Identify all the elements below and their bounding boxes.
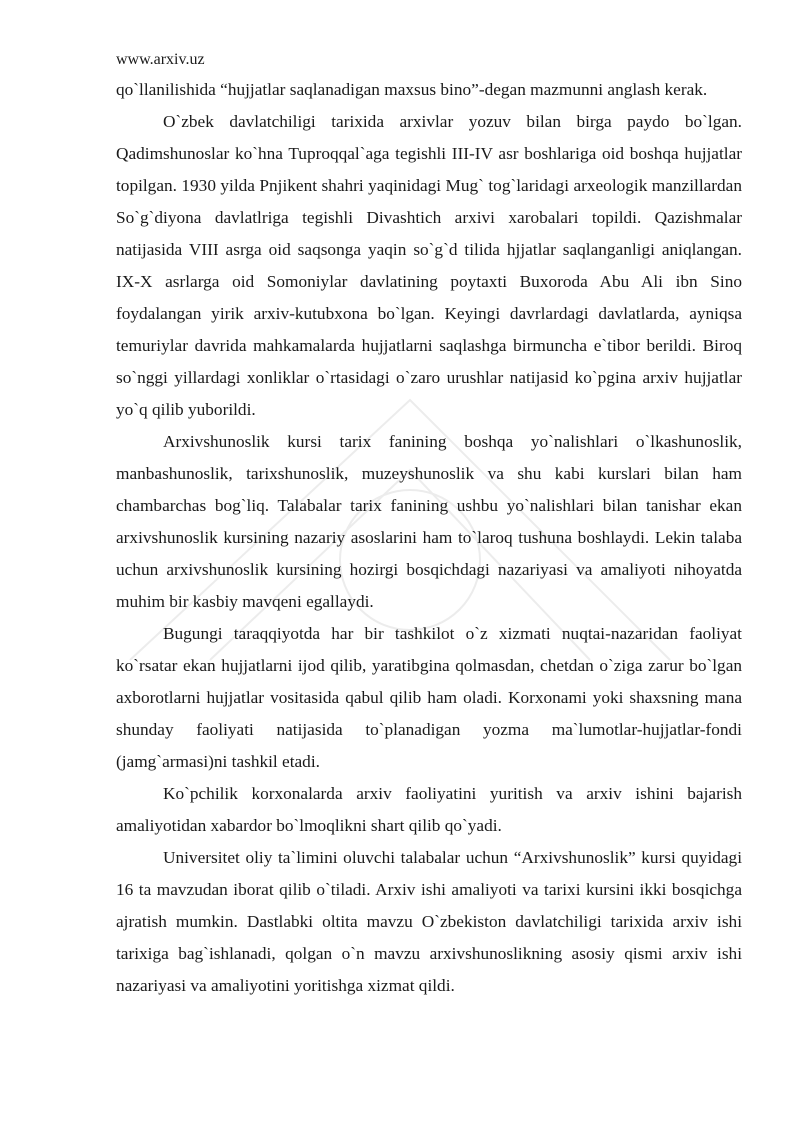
paragraph-5: Ko`pchilik korxonalarda arxiv faoliyatini yuritish va arxiv ishini bajarish amaliyotidan xabardor bo`lmoqlikni shart qilib qo`yadi.	[116, 784, 742, 835]
site-header-url: www.arxiv.uz	[116, 51, 205, 68]
paragraph-6: Universitet oliy ta`limini oluvchi talabalar uchun “Arxivshunoslik” kursi quyidagi 16 ta mavzudan iborat qilib o`tiladi. Arxiv ishi amaliyoti va tarixi kursini ikki bosqichga ajratish mumkin. Dastlabki oltita mavzu O`zbekiston davlatchiligi tarixida arxiv ishi tarixiga bag`ishlanadi, qolgan o`n mavzu arxivshunoslikning asosiy qismi arxiv ishi nazariyasi va amaliyotini yoritishga xizmat qildi.	[116, 848, 742, 995]
paragraph-4: Bugungi taraqqiyotda har bir tashkilot o`z xizmati nuqtai-nazaridan faoliyat ko`rsatar ekan hujjatlarni ijod qilib, yaratibgina qolmasdan, chetdan o`ziga zarur bo`lgan axborotlarni hujjatlar vositasida qabul qilib ham oladi. Korxonami yoki shaxsning mana shunday faoliyati natijasida to`planadigan yozma ma`lumotlar-hujjatlar-fondi (jamg`armasi)ni tashkil etadi.	[116, 624, 742, 771]
document-page	[116, 46, 742, 1002]
paragraph-3: Arxivshunoslik kursi tarix fanining boshqa yo`nalishlari o`lkashunoslik, manbashunoslik, tarixshunoslik, muzeyshunoslik va shu kabi kurslari bilan ham chambarchas bog`liq. Talabalar tarix fanining ushbu yo`nalishlari bilan tanishar ekan arxivshunoslik kursining nazariy asoslarini ham to`laroq tushuna boshlaydi. Lekin talaba uchun arxivshunoslik kursining hozirgi bosqichdagi nazariyasi va amaliyoti nihoyatda muhim bir kasbiy mavqeni egallaydi.	[116, 432, 742, 611]
paragraph-1: qo`llanilishida “hujjatlar saqlanadigan maxsus bino”-degan mazmunni anglash kerak.	[116, 80, 708, 99]
paragraph-2: O`zbek davlatchiligi tarixida arxivlar yozuv bilan birga paydo bo`lgan. Qadimshunoslar ko`hna Tuproqqal`aga tegishli III-IV asr boshlariga oid boshqa hujjatlar topilgan. 1930 yilda Pnjikent shahri yaqinidagi Mug` tog`laridagi arxeologik manzillardan So`g`diyona davlatlriga tegishli Divashtich arxivi xarobalari topildi. Qazishmalar natijasida VIII asrga oid saqsonga yaqin so`g`d tilida hjjatlar saqlanganligi aniqlangan. IX-X asrlarga oid Somoniylar davlatining poytaxti Buxoroda Abu Ali ibn Sino foydalangan yirik arxiv-kutubxona bo`lgan. Keyingi davrlardagi davlatlarda, ayniqsa temuriylar davrida mahkamalarda hujjatlarni saqlashga birmuncha e`tibor berildi. Biroq so`nggi yillardagi xonliklar o`rtasidagi o`zaro urushlar natijasid ko`pgina arxiv hujjatlar yo`q qilib yuborildi.	[116, 112, 742, 419]
